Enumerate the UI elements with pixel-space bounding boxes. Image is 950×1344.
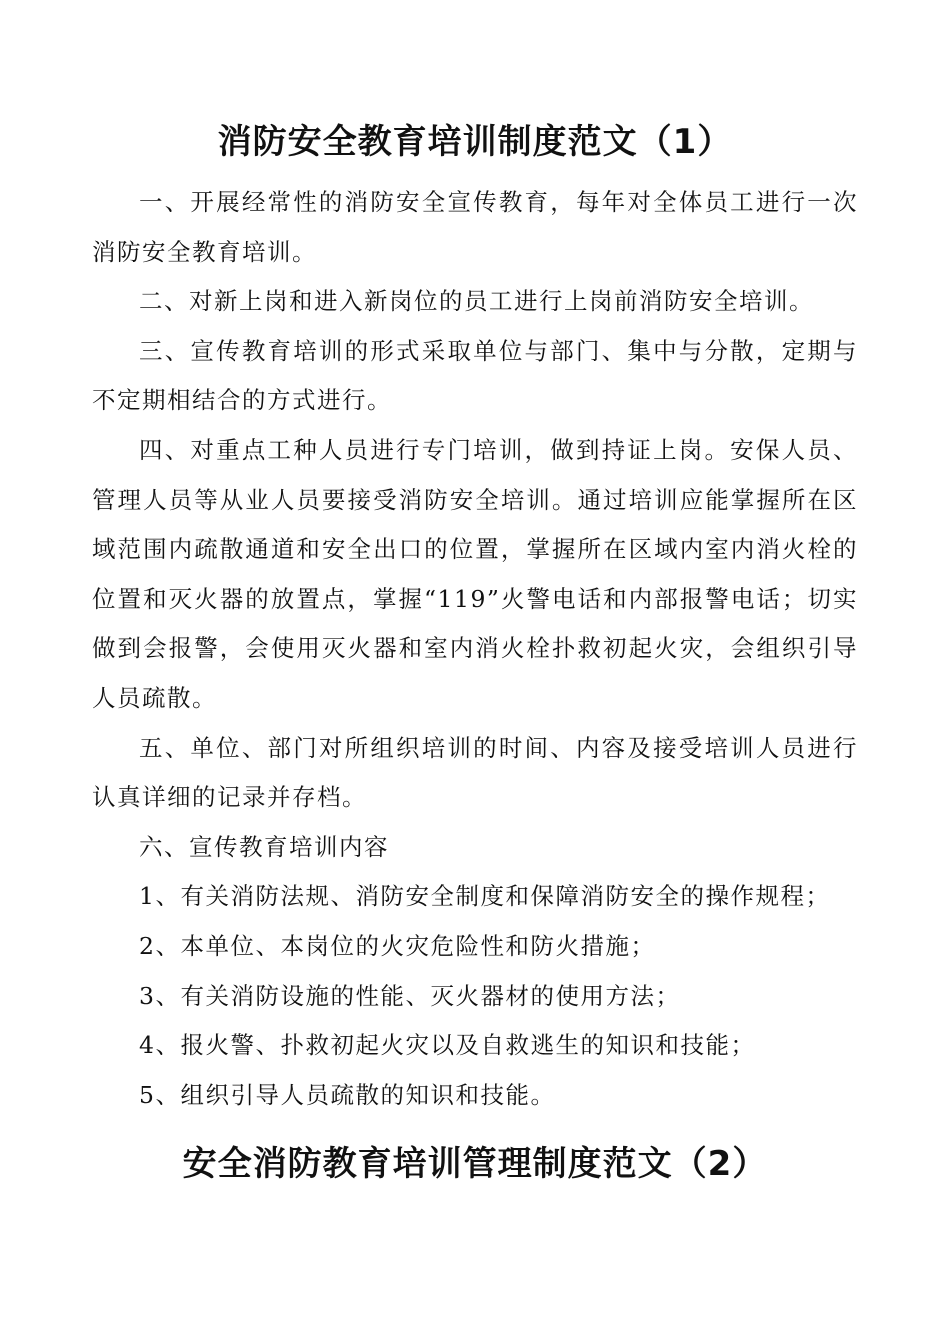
list-item-3: 3、有关消防设施的性能、灭火器材的使用方法； [139,981,681,1010]
list-item-2: 2、本单位、本岗位的火灾危险性和防火措施； [139,931,656,960]
paragraph-6: 六、宣传教育培训内容 [139,832,389,861]
paragraph-4: 四、对重点工种人员进行专门培训，做到持证上岗。安保人员、管理人员等从业人员要接受消防安全培训。通过培训应能掌握所在区域范围内疏散通道和安全出口的位置，掌握所在区域内室内消火栓的位置和灭火器的放置点，掌握“119”火警电话和内部报警电话；切实做到会报警，会使用灭火器和室内消火栓扑救初起火灾，会组织引导人员疏散。 [92,435,858,712]
paragraph-5: 五、单位、部门对所组织培训的时间、内容及接受培训人员进行认真详细的记录并存档。 [92,733,858,812]
document-title-1: 消防安全教育培训制度范文（1） [217,122,733,162]
paragraph-2: 二、对新上岗和进入新岗位的员工进行上岗前消防安全培训。 [139,287,814,316]
list-item-5: 5、组织引导人员疏散的知识和技能。 [139,1080,556,1109]
list-item-4: 4、报火警、扑救初起火灾以及自救逃生的知识和技能； [139,1031,756,1060]
document-body [92,178,858,1120]
list-item-1: 1、有关消防法规、消防安全制度和保障消防安全的操作规程； [139,882,831,911]
paragraph-1: 一、开展经常性的消防安全宣传教育，每年对全体员工进行一次消防安全教育培训。 [92,188,858,266]
document-title-2: 安全消防教育培训管理制度范文（2） [182,1144,768,1184]
paragraph-3: 三、宣传教育培训的形式采取单位与部门、集中与分散，定期与不定期相结合的方式进行。 [92,336,858,415]
